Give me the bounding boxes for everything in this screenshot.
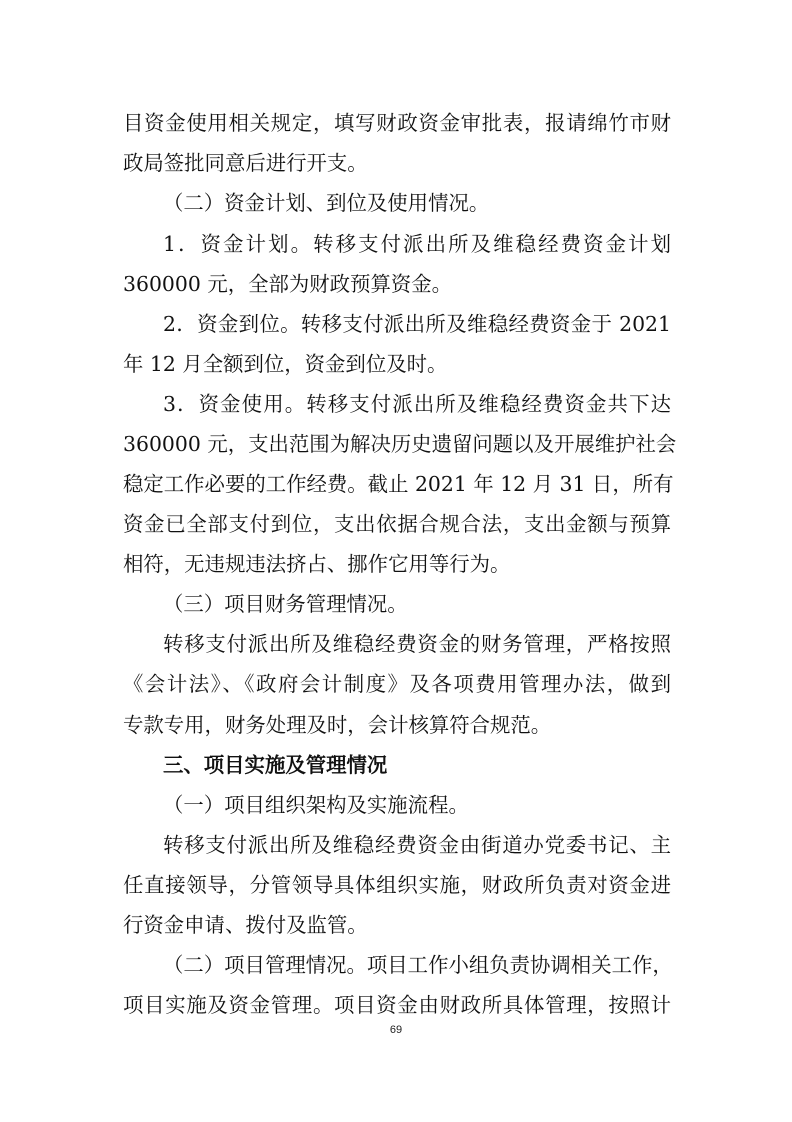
text-line: 稳定工作必要的工作经费。截止 2021 年 12 月 31 日，所有 bbox=[123, 472, 674, 496]
text-line: 行资金申请、拨付及监管。 bbox=[123, 913, 368, 937]
text-line: （二）项目管理情况。项目工作小组负责协调相关工作， bbox=[163, 953, 673, 977]
text-line: 任直接领导，分管领导具体组织实施，财政所负责对资金进 bbox=[123, 873, 671, 897]
chapter-heading: 三、项目实施及管理情况 bbox=[163, 753, 388, 777]
page-number: 69 bbox=[389, 1024, 403, 1036]
text-line: 目资金使用相关规定，填写财政资金审批表，报请绵竹市财 bbox=[123, 111, 671, 135]
text-line: 政局签批同意后进行开支。 bbox=[123, 151, 368, 175]
text-line: 年 12 月全额到位，资金到位及时。 bbox=[123, 352, 448, 376]
text-line: 3．资金使用。转移支付派出所及维稳经费资金共下达 bbox=[163, 392, 671, 416]
text-line: 转移支付派出所及维稳经费资金的财务管理，严格按照 bbox=[163, 632, 671, 656]
text-line: 专款专用，财务处理及时，会计核算符合规范。 bbox=[123, 713, 552, 737]
text-line: 项目实施及资金管理。项目资金由财政所具体管理，按照计 bbox=[123, 993, 671, 1017]
text-line: 资金已全部支付到位，支出依据合规合法，支出金额与预算 bbox=[123, 512, 671, 536]
text-line: 相符，无违规违法挤占、挪作它用等行为。 bbox=[123, 552, 511, 576]
section-heading: （二）资金计划、到位及使用情况。 bbox=[163, 191, 490, 215]
text-line: 360000 元，全部为财政预算资金。 bbox=[123, 272, 453, 296]
text-line: 2．资金到位。转移支付派出所及维稳经费资金于 2021 bbox=[163, 312, 671, 336]
text-line: 360000 元，支出范围为解决历史遗留问题以及开展维护社会 bbox=[123, 432, 677, 456]
section-heading: （三）项目财务管理情况。 bbox=[163, 592, 408, 616]
text-line: 1．资金计划。转移支付派出所及维稳经费资金计划 bbox=[163, 232, 671, 256]
section-heading: （一）项目组织架构及实施流程。 bbox=[163, 793, 469, 817]
text-line: 《会计法》、《政府会计制度》及各项费用管理办法，做到 bbox=[123, 672, 671, 696]
text-line: 转移支付派出所及维稳经费资金由街道办党委书记、主 bbox=[163, 833, 671, 857]
